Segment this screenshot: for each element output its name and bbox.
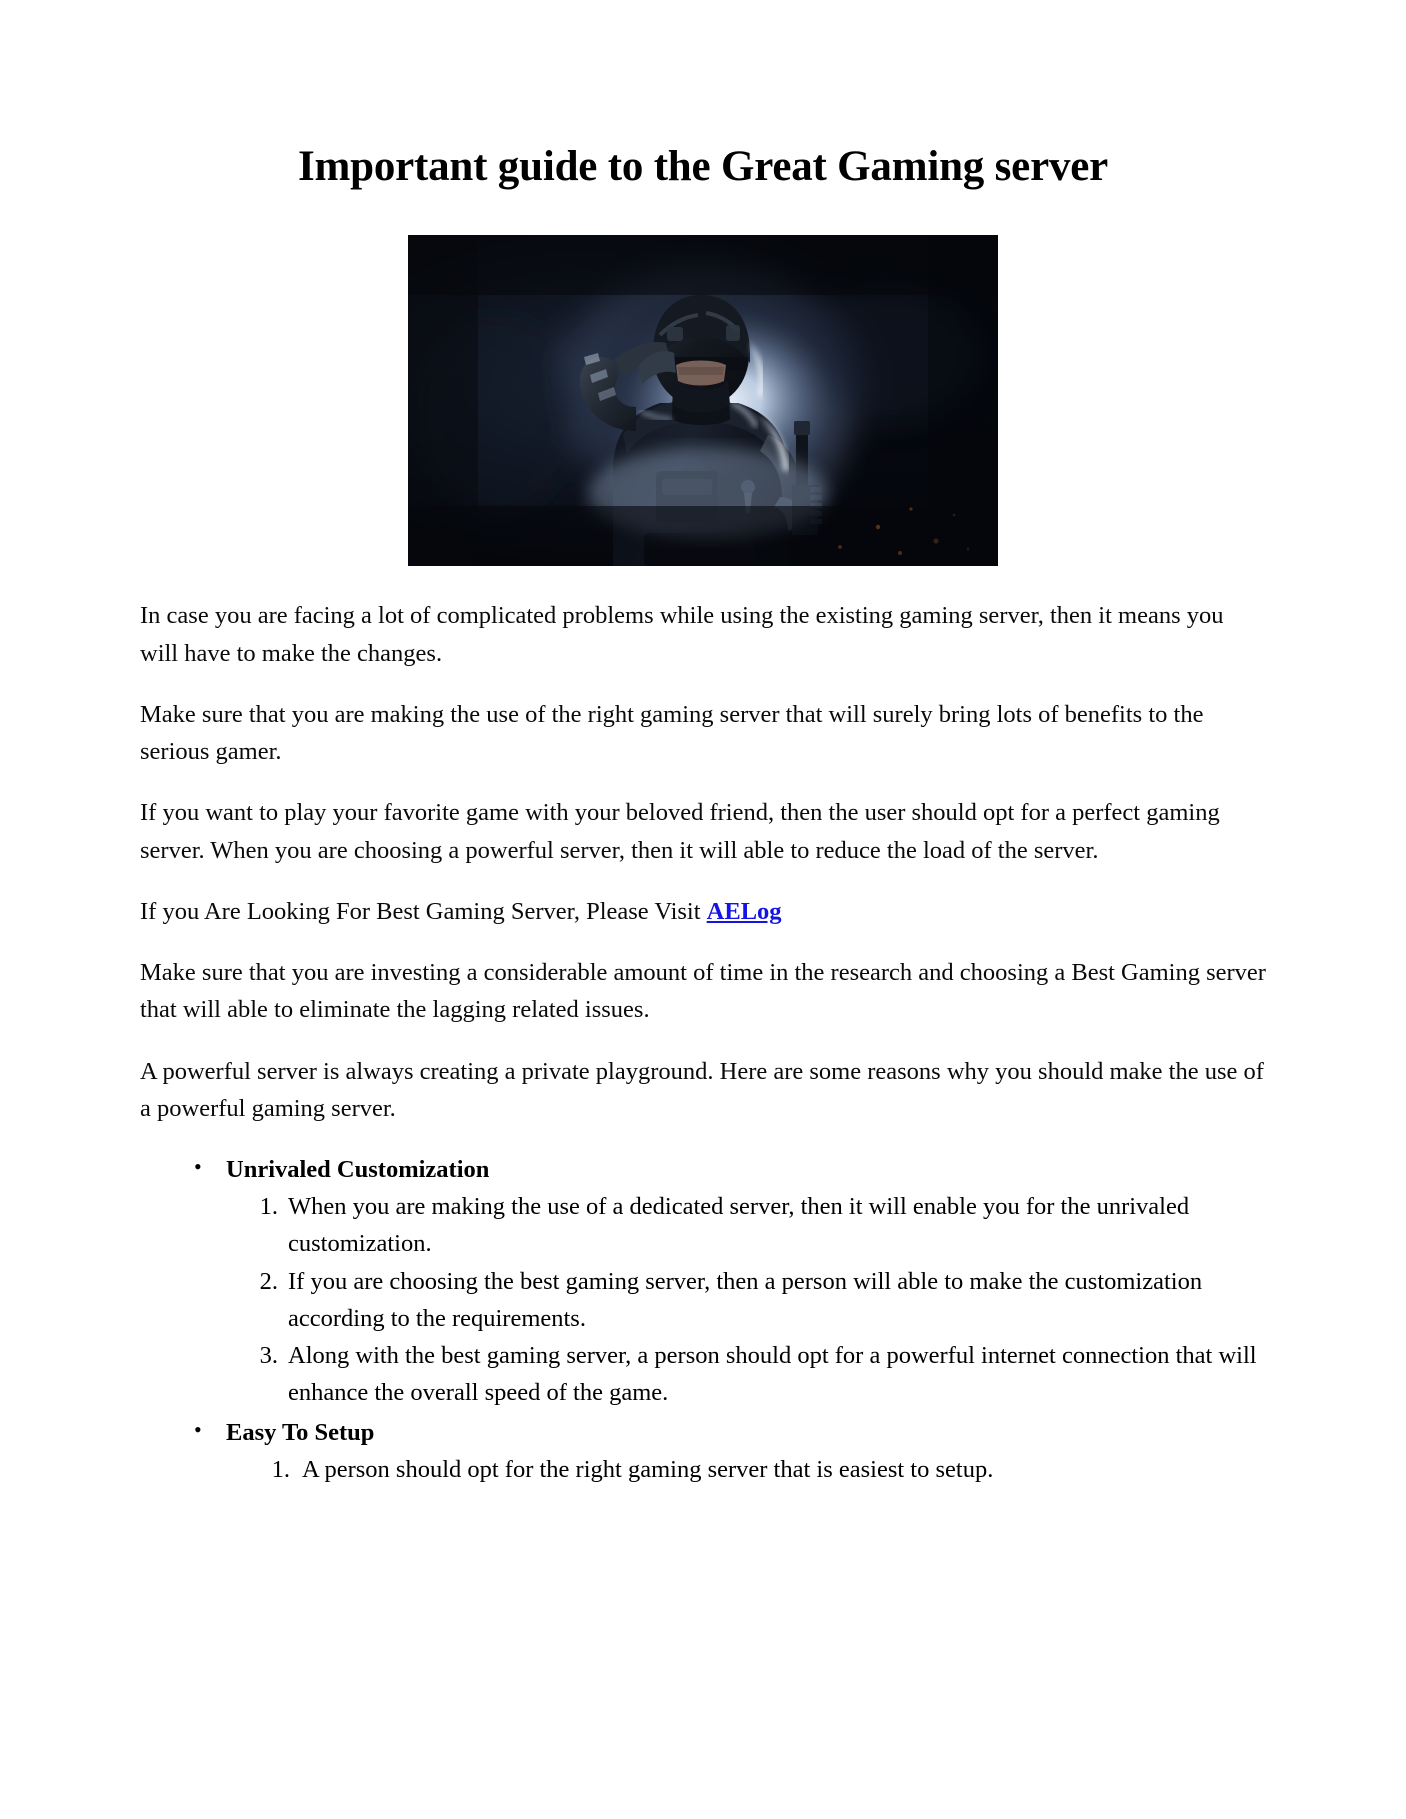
list-item: If you are choosing the best gaming server, then a person will able to make the customization according to the requirements. [288,1267,1203,1332]
list-item: When you are making the use of a dedicated server, then it will enable you for the unrivaled customization. [288,1193,1190,1258]
paragraph-intro: In case you are facing a lot of complicated problems while using the existing gaming server, then it means you will have to make the changes. [140,602,1224,667]
document-body [140,571,1266,1488]
hero-image-container [140,235,1266,571]
paragraph-private-playground: A powerful server is always creating a private playground. Here are some reasons why you should make the use of a powerful gaming server. [140,1057,1264,1122]
list-item: Along with the best gaming server, a person should opt for a powerful internet connection that will enhance the overall speed of the game. [288,1342,1257,1407]
list-item [194,1414,1266,1488]
paragraph-with-link [140,893,1266,930]
paragraph-right-server: Make sure that you are making the use of the right gaming server that will surely bring lots of benefits to the serious gamer. [140,700,1204,766]
soldier-photo-icon [408,235,998,566]
list-item [194,1151,1266,1412]
sublist-easy-to-setup [226,1451,1266,1488]
paragraph-research: Make sure that you are investing a considerable amount of time in the research and choosing a Best Gaming server that will able to eliminate the lagging related issues. [140,959,1266,1024]
aelog-link[interactable]: AELog [706,897,782,925]
list-item: A person should opt for the right gaming server that is easiest to setup. [302,1455,994,1483]
benefits-list [140,1151,1266,1488]
sublist-unrivaled-customization [226,1188,1266,1411]
page-title: Important guide to the Great Gaming server [297,143,1109,190]
bullet-heading: Easy To Setup [226,1418,375,1446]
bullet-heading: Unrivaled Customization [226,1156,490,1184]
paragraph-favorite-game: If you want to play your favorite game with your beloved friend, then the user should opt for a perfect gaming server. When you are choosing a powerful server, then it will able to reduce the load of the server. [140,799,1220,864]
bullet-icon: • [194,1416,202,1442]
link-paragraph-prefix: If you Are Looking For Best Gaming Server, Please Visit [140,897,707,925]
bullet-icon: • [194,1154,202,1180]
